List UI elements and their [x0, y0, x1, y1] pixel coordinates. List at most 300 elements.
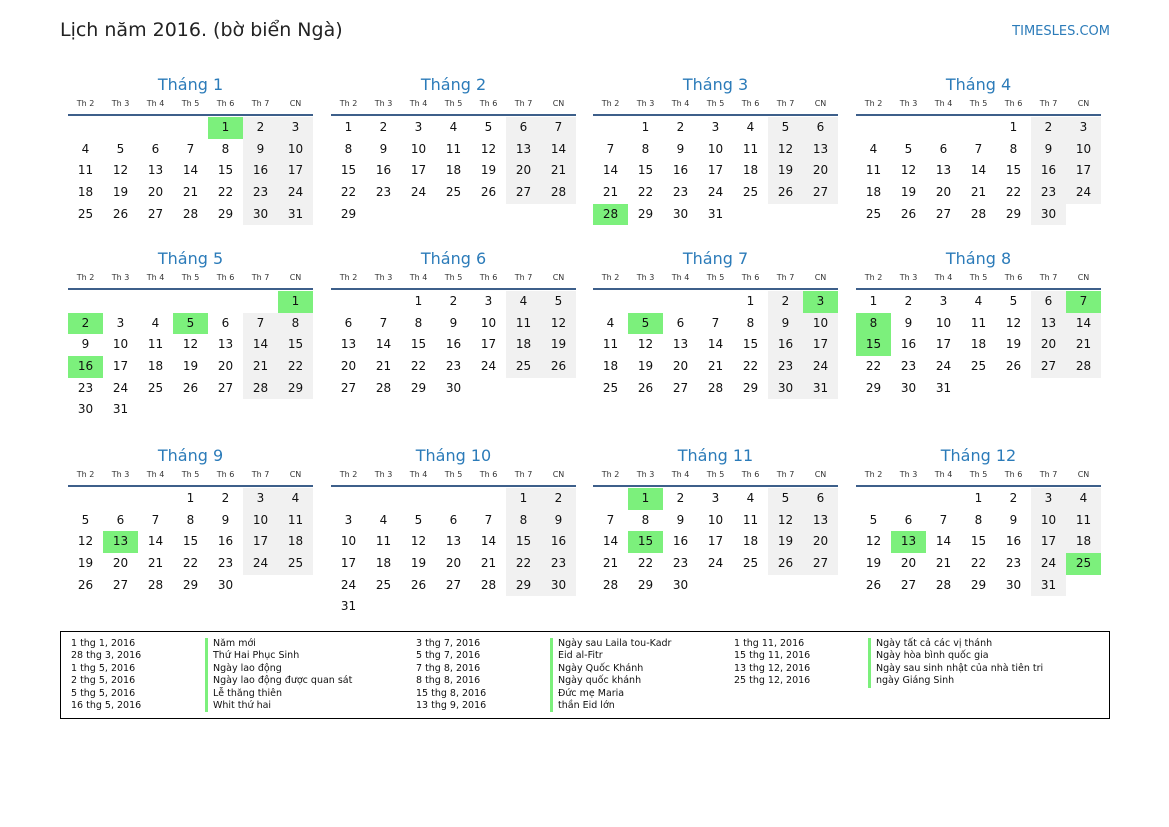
week-row: [331, 575, 576, 597]
empty-day-cell: [68, 488, 103, 510]
day-cell: 15: [506, 531, 541, 553]
day-cell: 12: [541, 313, 576, 335]
month-block: [331, 74, 576, 225]
day-cell: 28: [182, 206, 199, 221]
day-cell: 27: [112, 577, 129, 592]
week-row: [68, 291, 313, 313]
day-cell: 8: [221, 141, 230, 156]
day-cell: 24: [340, 577, 357, 592]
holiday-day-cell: 16: [68, 356, 103, 378]
month-name: Tháng 1: [157, 75, 224, 94]
day-cell: 23: [900, 359, 917, 374]
day-cell: 22: [506, 553, 541, 575]
weekday-label: Th 5: [181, 99, 200, 108]
empty-day-cell: [471, 596, 506, 618]
week-row: [331, 182, 576, 204]
day-cell: 21: [375, 359, 392, 374]
legend-holiday-name: Ngày sau Laila tou-Kadr: [550, 638, 671, 650]
day-cell: 28: [541, 182, 576, 204]
day-cell: 16: [375, 163, 392, 178]
day-cell: 31: [935, 380, 952, 395]
day-cell: 30: [541, 575, 576, 597]
week-row: [856, 160, 1101, 182]
empty-day-cell: [698, 575, 733, 597]
day-cell: 18: [602, 359, 619, 374]
day-cell: 28: [707, 380, 724, 395]
day-cell: 2: [1009, 491, 1018, 505]
holiday-day-cell: 2: [68, 313, 103, 335]
day-cell: 4: [1066, 488, 1101, 510]
day-cell: 10: [112, 337, 129, 352]
weekday-label: Th 4: [671, 99, 690, 108]
weekday-label: Th 7: [251, 273, 270, 282]
weekday-label: Th 2: [339, 99, 358, 108]
legend-holiday-name: Eid al-Fitr: [550, 650, 671, 662]
empty-day-cell: [1031, 378, 1066, 400]
day-cell: 7: [939, 512, 948, 527]
day-cell: 29: [970, 577, 987, 592]
empty-day-cell: [541, 378, 576, 400]
day-cell: 10: [707, 512, 724, 527]
day-cell: 8: [186, 512, 195, 527]
weekday-label: Th 5: [969, 99, 988, 108]
day-cell: 17: [935, 337, 952, 352]
day-cell: 12: [480, 141, 497, 156]
day-cell: 14: [480, 534, 497, 549]
day-cell: 16: [900, 337, 917, 352]
week-row: [593, 334, 838, 356]
weekday-label: Th 5: [181, 273, 200, 282]
day-cell: 11: [1066, 510, 1101, 532]
day-cell: 21: [480, 556, 497, 571]
day-cell: 21: [182, 185, 199, 200]
day-cell: 29: [637, 206, 654, 221]
day-cell: 16: [672, 534, 689, 549]
week-row: [68, 510, 313, 532]
day-cell: 26: [865, 577, 882, 592]
week-row: [593, 378, 838, 400]
week-row: [331, 488, 576, 510]
empty-day-cell: [366, 488, 401, 510]
day-cell: 18: [506, 334, 541, 356]
day-cell: 7: [243, 313, 278, 335]
weekday-label: Th 7: [514, 273, 533, 282]
weekday-label: Th 2: [339, 470, 358, 479]
weekday-label: Th 5: [706, 470, 725, 479]
empty-day-cell: [103, 291, 138, 313]
weekday-label: Th 2: [601, 273, 620, 282]
weekday-header: [331, 467, 576, 483]
week-row: [856, 313, 1101, 335]
day-cell: 16: [541, 531, 576, 553]
day-cell: 7: [711, 315, 720, 330]
weekday-label: Th 3: [111, 99, 130, 108]
day-cell: 15: [217, 163, 234, 178]
weekday-label: CN: [814, 273, 827, 282]
day-cell: 12: [900, 163, 917, 178]
month-name: Tháng 7: [682, 249, 749, 268]
day-cell: 24: [1066, 182, 1101, 204]
legend-holiday-name: Ngày Quốc Khánh: [550, 663, 671, 675]
day-cell: 14: [707, 337, 724, 352]
empty-day-cell: [278, 575, 313, 597]
month-block: [68, 248, 313, 421]
day-cell: 7: [974, 141, 983, 156]
weekday-header: [68, 96, 313, 112]
day-cell: 25: [375, 577, 392, 592]
weekday-label: Th 3: [899, 273, 918, 282]
day-cell: 21: [1066, 334, 1101, 356]
day-cell: 14: [602, 163, 619, 178]
day-cell: 1: [869, 294, 878, 308]
day-cell: 30: [77, 402, 94, 417]
day-cell: 31: [278, 204, 313, 226]
day-cell: 26: [1005, 359, 1022, 374]
day-cell: 9: [676, 141, 685, 156]
day-cell: 21: [970, 185, 987, 200]
empty-day-cell: [436, 596, 471, 618]
day-cell: 19: [1005, 337, 1022, 352]
empty-day-cell: [138, 117, 173, 139]
day-cell: 15: [970, 534, 987, 549]
holiday-day-cell: 1: [208, 117, 243, 139]
day-cell: 25: [742, 556, 759, 571]
day-cell: 7: [606, 512, 615, 527]
legend-names-col-3: [868, 638, 1043, 688]
day-cell: 8: [278, 313, 313, 335]
day-cell: 6: [344, 315, 353, 330]
weekday-header: [856, 467, 1101, 483]
day-cell: 10: [278, 139, 313, 161]
weekday-label: Th 6: [479, 273, 498, 282]
week-row: [593, 160, 838, 182]
empty-day-cell: [926, 117, 961, 139]
weekday-label: Th 2: [601, 99, 620, 108]
day-cell: 18: [742, 534, 759, 549]
legend-holiday-name: Ngày lao động: [205, 663, 352, 675]
day-cell: 12: [865, 534, 882, 549]
empty-day-cell: [506, 596, 541, 618]
day-cell: 27: [803, 553, 838, 575]
day-cell: 20: [900, 556, 917, 571]
day-cell: 5: [541, 291, 576, 313]
day-cell: 22: [217, 185, 234, 200]
day-cell: 29: [340, 206, 357, 221]
day-cell: 19: [112, 185, 129, 200]
month-block: [68, 74, 313, 225]
day-cell: 17: [340, 556, 357, 571]
holiday-day-cell: 7: [1066, 291, 1101, 313]
day-cell: 13: [672, 337, 689, 352]
day-cell: 15: [637, 163, 654, 178]
day-cell: 19: [865, 556, 882, 571]
day-cell: 21: [602, 185, 619, 200]
weekday-label: Th 3: [374, 99, 393, 108]
empty-day-cell: [1066, 204, 1101, 226]
day-cell: 5: [904, 141, 913, 156]
day-cell: 3: [414, 120, 423, 134]
day-cell: 30: [445, 380, 462, 395]
holiday-day-cell: 13: [103, 531, 138, 553]
week-row: [593, 182, 838, 204]
day-cell: 25: [278, 553, 313, 575]
day-cell: 4: [379, 512, 388, 527]
day-cell: 9: [1009, 512, 1018, 527]
empty-day-cell: [541, 204, 576, 226]
weekday-header: [331, 270, 576, 286]
weekday-label: Th 4: [146, 99, 165, 108]
day-cell: 20: [147, 185, 164, 200]
day-cell: 28: [480, 577, 497, 592]
day-cell: 4: [151, 315, 160, 330]
week-row: [856, 488, 1101, 510]
week-row: [68, 378, 313, 400]
legend-names-col-1: [205, 638, 352, 712]
week-row: [331, 553, 576, 575]
empty-day-cell: [996, 378, 1031, 400]
day-cell: 8: [506, 510, 541, 532]
day-cell: 24: [243, 553, 278, 575]
week-row: [856, 204, 1101, 226]
day-cell: 5: [414, 512, 423, 527]
day-cell: 6: [1031, 291, 1066, 313]
day-cell: 7: [606, 141, 615, 156]
day-cell: 9: [243, 139, 278, 161]
day-cell: 11: [147, 337, 164, 352]
day-cell: 27: [506, 182, 541, 204]
month-name: Tháng 3: [682, 75, 749, 94]
month-name: Tháng 9: [157, 446, 224, 465]
weekday-label: Th 7: [1039, 273, 1058, 282]
legend-date: 5 thg 5, 2016: [71, 687, 136, 699]
day-cell: 23: [1031, 182, 1066, 204]
day-cell: 14: [243, 334, 278, 356]
day-cell: 8: [641, 141, 650, 156]
day-cell: 27: [900, 577, 917, 592]
day-cell: 14: [1066, 313, 1101, 335]
legend-holiday-name: Ngày sau sinh nhật của nhà tiên tri: [868, 663, 1043, 675]
day-cell: 5: [1009, 294, 1018, 308]
day-cell: 23: [768, 356, 803, 378]
day-cell: 10: [935, 315, 952, 330]
day-cell: 12: [112, 163, 129, 178]
week-row: [331, 510, 576, 532]
day-cell: 10: [410, 141, 427, 156]
empty-day-cell: [243, 399, 278, 421]
day-cell: 21: [243, 356, 278, 378]
empty-day-cell: [436, 204, 471, 226]
weekday-label: Th 4: [409, 99, 428, 108]
day-cell: 19: [768, 531, 803, 553]
legend-date: 13 thg 12, 2016: [734, 662, 811, 674]
day-cell: 9: [221, 512, 230, 527]
empty-day-cell: [401, 488, 436, 510]
legend-date: 25 thg 12, 2016: [734, 675, 811, 687]
day-cell: 20: [672, 359, 689, 374]
day-cell: 29: [637, 577, 654, 592]
empty-day-cell: [68, 117, 103, 139]
empty-day-cell: [366, 291, 401, 313]
week-row: [331, 356, 576, 378]
day-cell: 2: [541, 488, 576, 510]
site-link[interactable]: TIMESLES.COM: [1012, 24, 1110, 39]
day-cell: 20: [445, 556, 462, 571]
week-row: [856, 378, 1101, 400]
day-cell: 29: [1005, 206, 1022, 221]
holiday-day-cell: 8: [856, 313, 891, 335]
week-row: [593, 575, 838, 597]
day-cell: 3: [711, 491, 720, 505]
weekday-label: Th 4: [409, 273, 428, 282]
day-cell: 24: [480, 359, 497, 374]
day-cell: 10: [243, 510, 278, 532]
legend-date: 15 thg 8, 2016: [416, 687, 487, 699]
day-cell: 18: [1066, 531, 1101, 553]
month-name: Tháng 10: [415, 446, 492, 465]
week-row: [331, 139, 576, 161]
month-name: Tháng 11: [677, 446, 754, 465]
week-row: [593, 356, 838, 378]
day-cell: 31: [803, 378, 838, 400]
weekday-header: [68, 467, 313, 483]
empty-day-cell: [366, 204, 401, 226]
weekday-label: CN: [1077, 273, 1090, 282]
day-cell: 21: [935, 556, 952, 571]
day-cell: 22: [637, 185, 654, 200]
day-cell: 5: [768, 117, 803, 139]
empty-day-cell: [401, 204, 436, 226]
day-cell: 30: [672, 206, 689, 221]
weekday-label: Th 6: [479, 470, 498, 479]
day-cell: 26: [410, 577, 427, 592]
day-cell: 12: [768, 139, 803, 161]
day-cell: 3: [243, 488, 278, 510]
page-title: Lịch năm 2016. (bờ biển Ngà): [60, 19, 343, 41]
day-cell: 11: [742, 512, 759, 527]
legend-date: 1 thg 5, 2016: [71, 662, 136, 674]
day-cell: 3: [1031, 488, 1066, 510]
weekday-label: Th 3: [636, 99, 655, 108]
weekday-label: Th 5: [444, 273, 463, 282]
empty-day-cell: [593, 291, 628, 313]
day-cell: 30: [217, 577, 234, 592]
week-row: [856, 117, 1101, 139]
weekday-label: CN: [289, 273, 302, 282]
weekday-label: Th 4: [934, 470, 953, 479]
day-cell: 26: [768, 182, 803, 204]
legend-date: 16 thg 5, 2016: [71, 699, 142, 711]
weekday-label: CN: [814, 470, 827, 479]
day-cell: 12: [410, 534, 427, 549]
weekday-label: Th 4: [934, 99, 953, 108]
day-cell: 16: [768, 334, 803, 356]
day-cell: 23: [672, 556, 689, 571]
day-cell: 26: [112, 206, 129, 221]
day-cell: 31: [1031, 575, 1066, 597]
day-cell: 22: [182, 556, 199, 571]
day-cell: 28: [970, 206, 987, 221]
day-cell: 9: [541, 510, 576, 532]
month-divider: [593, 288, 838, 290]
weekday-label: Th 3: [111, 273, 130, 282]
empty-day-cell: [471, 378, 506, 400]
day-cell: 6: [116, 512, 125, 527]
empty-day-cell: [803, 575, 838, 597]
empty-day-cell: [803, 204, 838, 226]
weekday-label: Th 7: [1039, 99, 1058, 108]
weekday-label: Th 4: [671, 470, 690, 479]
weekday-label: Th 3: [636, 273, 655, 282]
day-cell: 20: [217, 359, 234, 374]
day-cell: 15: [742, 337, 759, 352]
day-cell: 7: [484, 512, 493, 527]
day-cell: 13: [803, 510, 838, 532]
empty-day-cell: [401, 596, 436, 618]
day-cell: 7: [541, 117, 576, 139]
day-cell: 3: [711, 120, 720, 134]
week-row: [68, 531, 313, 553]
empty-day-cell: [768, 575, 803, 597]
day-cell: 22: [637, 556, 654, 571]
weekday-label: Th 5: [969, 470, 988, 479]
day-cell: 27: [217, 380, 234, 395]
weekday-label: Th 6: [1004, 470, 1023, 479]
week-row: [593, 291, 838, 313]
week-row: [856, 291, 1101, 313]
day-cell: 24: [935, 359, 952, 374]
legend-date: 2 thg 5, 2016: [71, 675, 136, 687]
day-cell: 11: [445, 141, 462, 156]
day-cell: 19: [768, 160, 803, 182]
day-cell: 19: [900, 185, 917, 200]
month-block: [856, 248, 1101, 399]
day-cell: 4: [81, 141, 90, 156]
day-cell: 14: [182, 163, 199, 178]
empty-day-cell: [663, 291, 698, 313]
day-cell: 15: [278, 334, 313, 356]
weekday-label: Th 4: [146, 273, 165, 282]
legend-date: 1 thg 1, 2016: [71, 638, 136, 649]
day-cell: 8: [641, 512, 650, 527]
day-cell: 5: [81, 512, 90, 527]
day-cell: 2: [676, 120, 685, 134]
week-row: [856, 510, 1101, 532]
legend-dates-col-1: [71, 638, 141, 712]
weekday-label: Th 2: [601, 470, 620, 479]
weekday-header: [856, 270, 1101, 286]
month-divider: [331, 288, 576, 290]
day-cell: 4: [606, 315, 615, 330]
day-cell: 13: [506, 139, 541, 161]
day-cell: 30: [672, 577, 689, 592]
week-row: [68, 575, 313, 597]
day-cell: 22: [278, 356, 313, 378]
weekday-label: Th 7: [251, 470, 270, 479]
day-cell: 30: [243, 204, 278, 226]
weekday-label: Th 4: [409, 470, 428, 479]
day-cell: 27: [672, 380, 689, 395]
day-cell: 28: [1066, 356, 1101, 378]
legend-date: 8 thg 8, 2016: [416, 675, 481, 687]
day-cell: 25: [602, 380, 619, 395]
day-cell: 17: [112, 359, 129, 374]
day-cell: 1: [506, 488, 541, 510]
empty-day-cell: [138, 488, 173, 510]
day-cell: 18: [865, 185, 882, 200]
day-cell: 23: [243, 182, 278, 204]
week-row: [68, 117, 313, 139]
day-cell: 9: [1031, 139, 1066, 161]
